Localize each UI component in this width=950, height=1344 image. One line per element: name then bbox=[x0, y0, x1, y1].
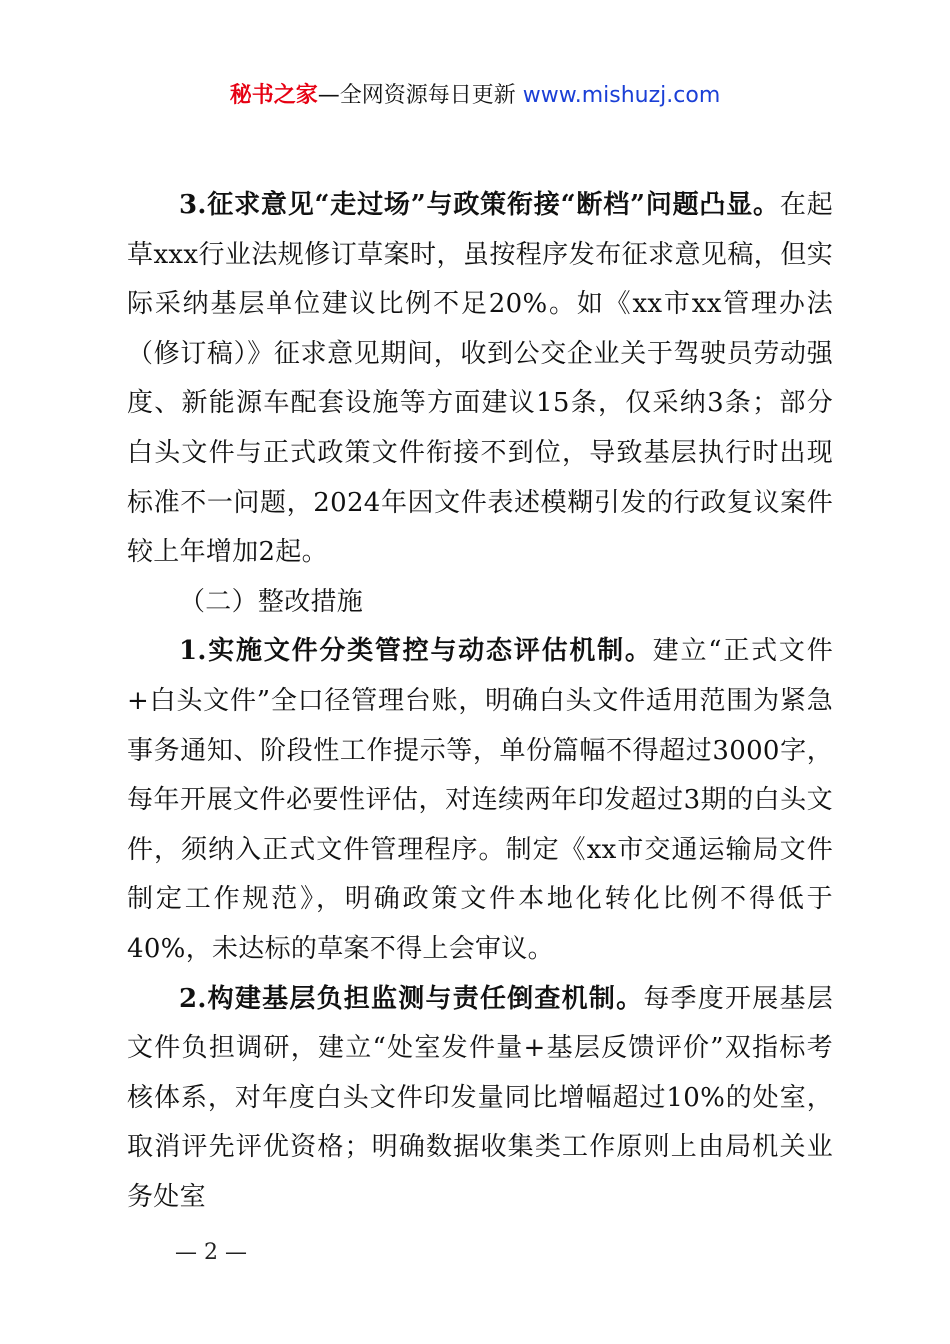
brand-slogan: —全网资源每日更新 bbox=[317, 83, 523, 108]
brand-name: 秘书之家 bbox=[229, 83, 318, 108]
paragraph-measure-2 bbox=[127, 975, 833, 1223]
paragraph-heading: 2.构建基层负担监测与责任倒查机制。 bbox=[179, 983, 644, 1014]
site-url-link[interactable]: www.mishuzj.com bbox=[522, 83, 721, 108]
paragraph-text: 在起草xxx行业法规修订草案时，虽按程序发布征求意见稿，但实际采纳基层单位建议比例不足20%。如《xx市xx管理办法（修订稿）》征求意见期间，收到公交企业关于驾驶员劳动强度、新能源车配套设施等方面建议15条，仅采纳3条；部分白头文件与正式政策文件衔接不到位，导致基层执行时出现标准不一问题，2024年因文件表述模糊引发的行政复议案件较上年增加2起。 bbox=[127, 190, 833, 568]
page-number: — 2 — bbox=[175, 1240, 247, 1265]
header-banner bbox=[0, 80, 950, 112]
section-heading-text: （二）整改措施 bbox=[179, 586, 364, 617]
paragraph-text: 每季度开展基层文件负担调研，建立“处室发件量+基层反馈评价”双指标考核体系，对年度白头文件印发量同比增幅超过10%的处室，取消评先评优资格；明确数据收集类工作原则上由局机关业务处室 bbox=[127, 983, 833, 1212]
paragraph-heading: 3.征求意见“走过场”与政策衔接“断档”问题凸显。 bbox=[179, 190, 780, 220]
paragraph-measure-1 bbox=[127, 627, 833, 974]
section-heading-rectification bbox=[127, 578, 833, 628]
paragraph-heading: 1.实施文件分类管控与动态评估机制。 bbox=[179, 636, 653, 667]
document-body bbox=[127, 181, 833, 1222]
paragraph-problem-3 bbox=[127, 181, 833, 578]
paragraph-text: 建立“正式文件+白头文件”全口径管理台账，明确白头文件适用范围为紧急事务通知、阶段性工作提示等，单份篇幅不得超过3000字，每年开展文件必要性评估，对连续两年印发超过3期的白头文件，须纳入正式文件管理程序。制定《xx市交通运输局文件制定工作规范》，明确政策文件本地化转化比例不得低于40%，未达标的草案不得上会审议。 bbox=[127, 636, 833, 964]
